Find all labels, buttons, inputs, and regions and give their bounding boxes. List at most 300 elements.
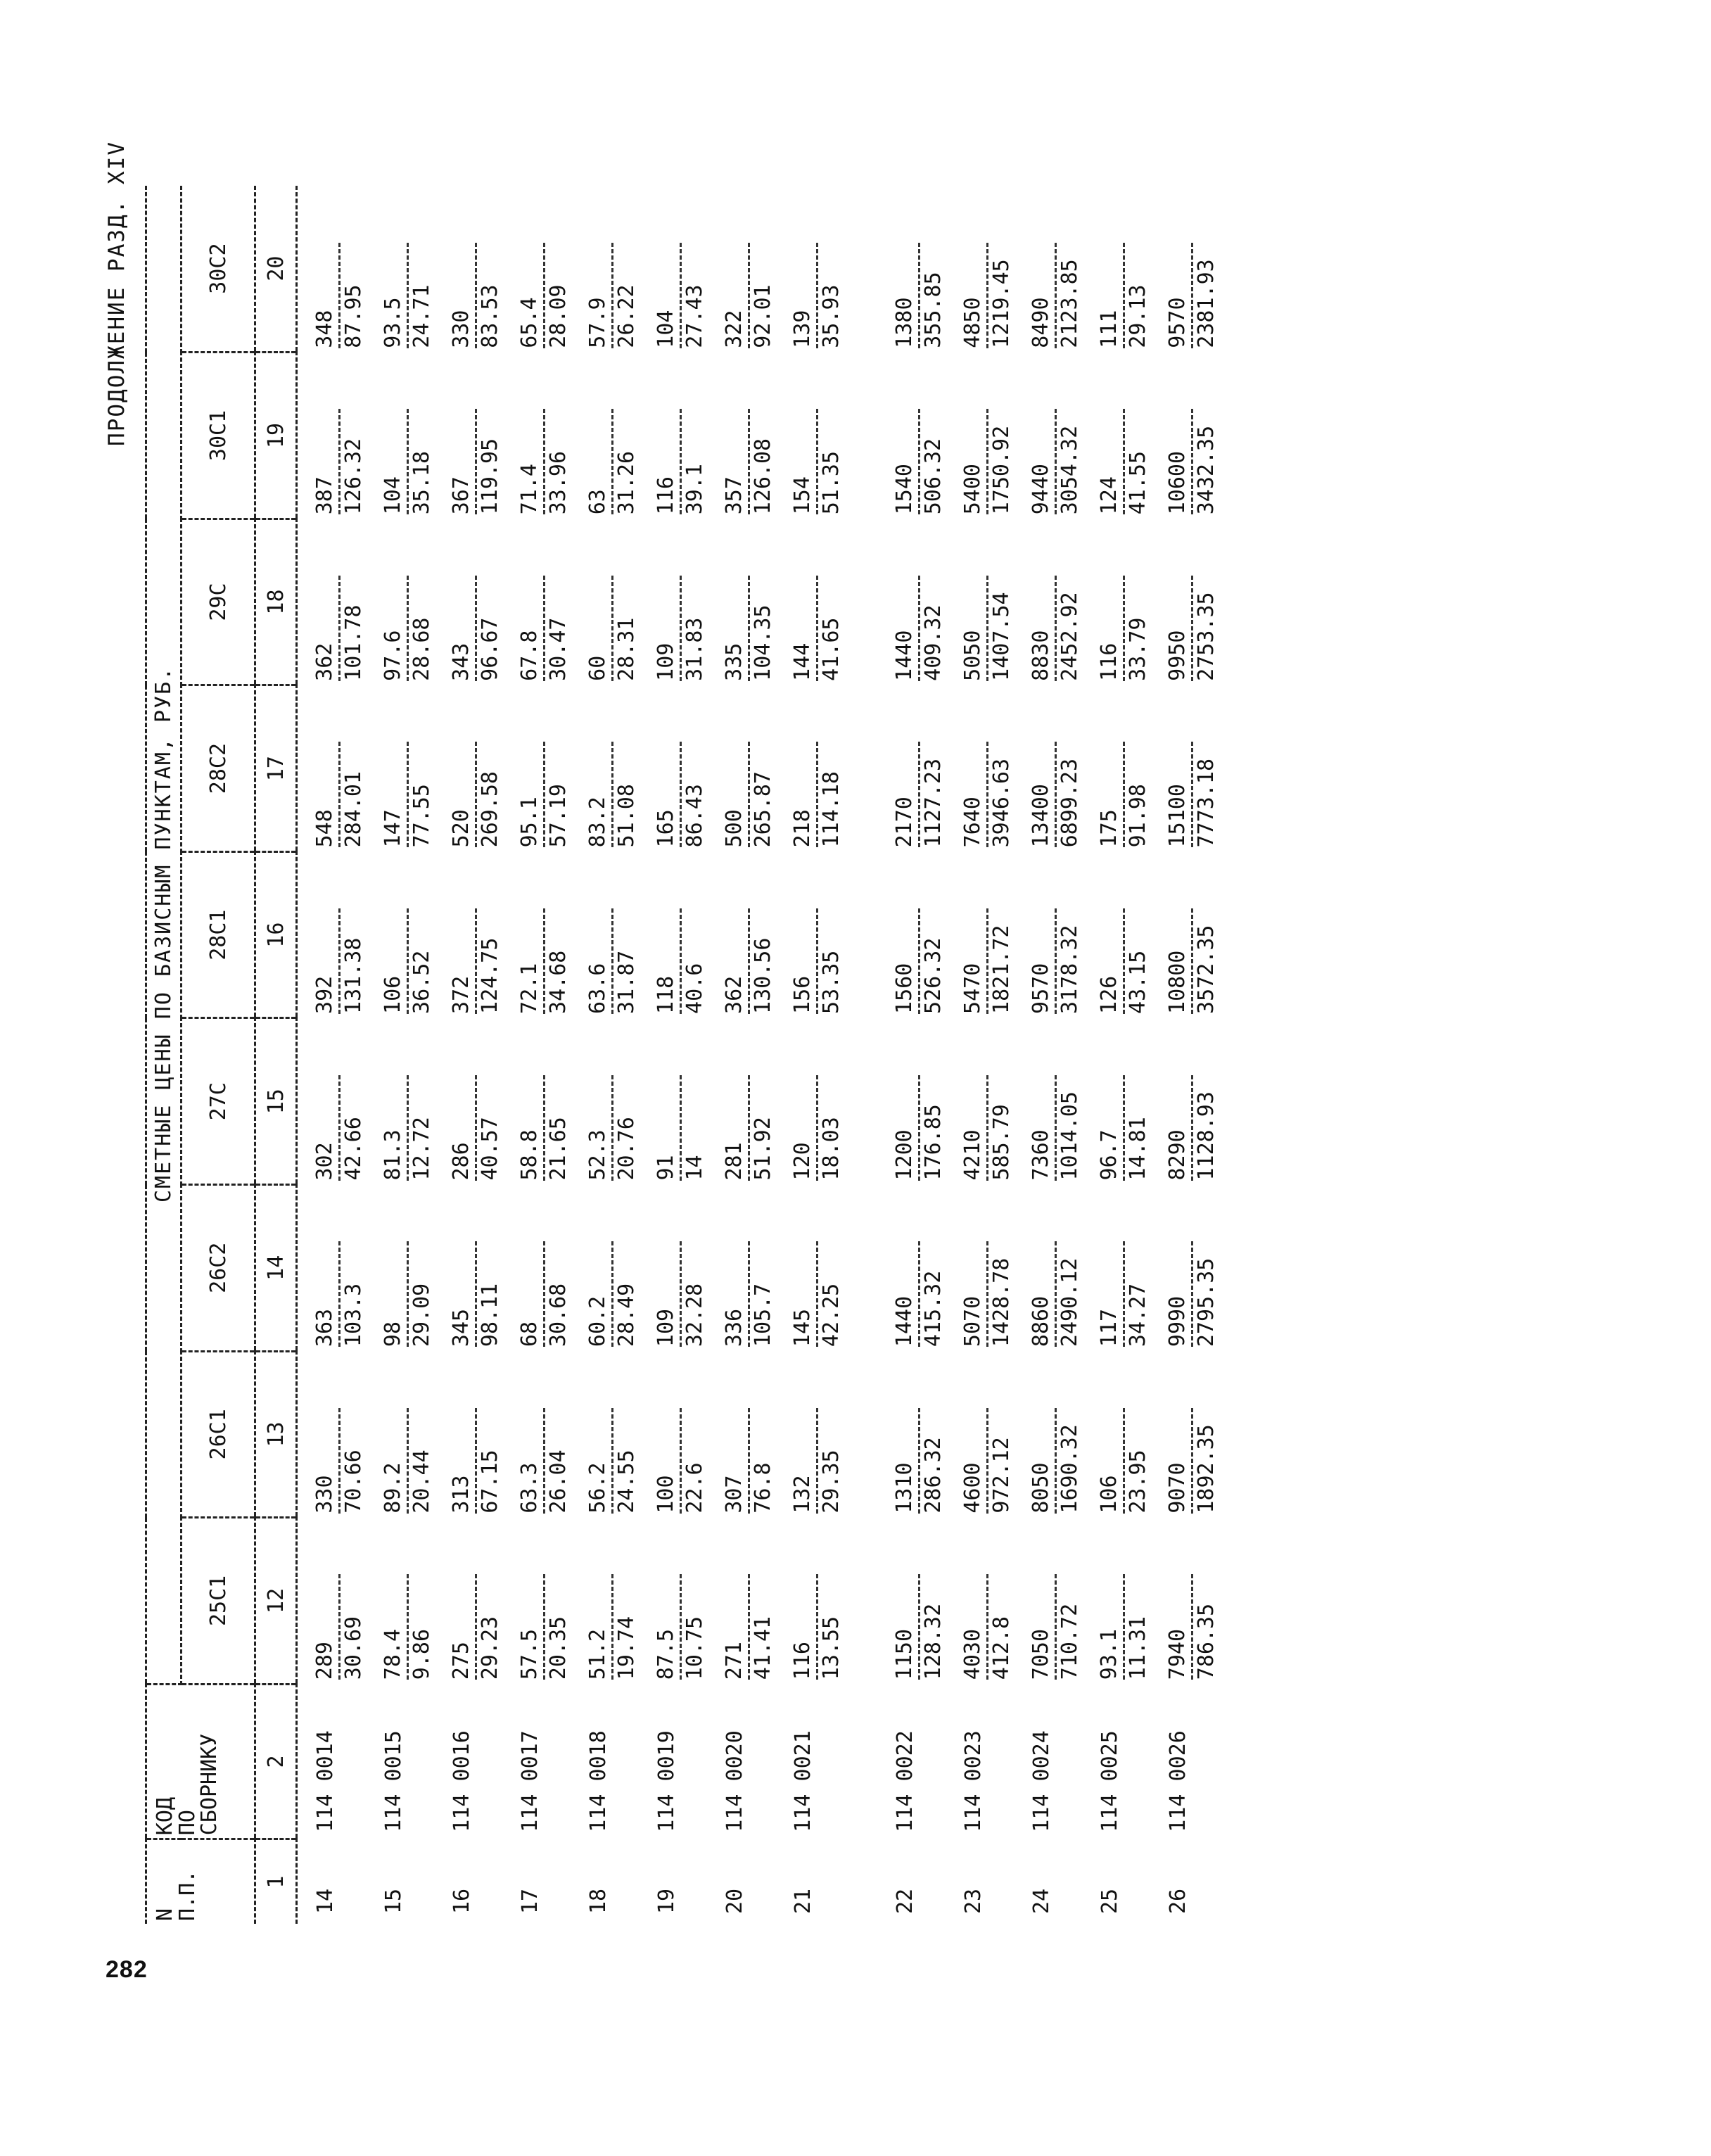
price-fraction	[1029, 576, 1082, 681]
price-difference: 1750.92	[989, 425, 1014, 515]
price-value: 154	[790, 476, 815, 515]
price-fraction	[791, 1241, 844, 1347]
price-value: 8860	[1029, 1295, 1053, 1348]
price-difference: 20.35	[546, 1616, 571, 1680]
fraction-divider	[748, 576, 750, 681]
price-difference: 786.35	[1194, 1603, 1219, 1680]
price-fraction	[723, 409, 775, 514]
price-difference: 1892.35	[1194, 1424, 1219, 1514]
row-code: 114 0018	[586, 1730, 611, 1832]
fraction-divider	[611, 908, 613, 1014]
fraction-divider	[338, 742, 341, 847]
price-fraction	[1029, 1241, 1082, 1347]
price-value: 4030	[960, 1628, 985, 1680]
fraction-divider	[611, 1574, 613, 1680]
price-value: 72.1	[517, 963, 542, 1014]
price-difference: 415.32	[921, 1270, 946, 1348]
row-code: 114 0019	[654, 1730, 679, 1832]
price-fraction	[723, 908, 775, 1014]
price-value: 275	[449, 1642, 473, 1680]
row-number: 14	[313, 1888, 338, 1914]
fraction-divider	[1123, 1408, 1125, 1514]
fraction-divider	[1191, 1075, 1193, 1181]
price-fraction	[1029, 742, 1082, 847]
price-difference: 24.71	[409, 284, 434, 348]
price-fraction	[1029, 243, 1082, 348]
price-value: 52.3	[585, 1129, 610, 1181]
fraction-divider	[407, 243, 409, 348]
price-fraction	[893, 409, 946, 514]
price-value: 7360	[1029, 1129, 1053, 1181]
price-fraction	[586, 1574, 639, 1680]
price-fraction	[961, 1075, 1014, 1181]
fraction-divider	[816, 1241, 818, 1347]
price-fraction	[586, 1075, 639, 1181]
price-fraction	[1098, 1408, 1150, 1514]
price-difference: 1014.05	[1057, 1091, 1082, 1181]
fraction-divider	[1191, 243, 1193, 348]
price-difference: 39.1	[682, 464, 707, 515]
price-cell	[639, 186, 707, 353]
price-fraction	[1029, 409, 1082, 514]
price-fraction	[791, 1075, 844, 1181]
fraction-divider	[407, 742, 409, 847]
fraction-divider	[1055, 409, 1057, 514]
price-difference: 19.74	[614, 1616, 639, 1680]
price-fraction	[1098, 1075, 1150, 1181]
price-cell	[434, 1518, 502, 1685]
price-cell	[434, 851, 502, 1018]
price-fraction	[961, 1241, 1014, 1347]
price-difference: 2123.85	[1057, 259, 1082, 348]
fraction-divider	[611, 742, 613, 847]
price-value: 1310	[892, 1462, 917, 1514]
fraction-divider	[680, 1075, 682, 1181]
price-difference: 2795.35	[1194, 1257, 1219, 1348]
price-difference: 87.95	[341, 284, 366, 348]
fraction-divider	[407, 409, 409, 514]
price-fraction	[654, 1408, 707, 1514]
price-value: 116	[790, 1642, 815, 1680]
price-fraction	[791, 1408, 844, 1514]
price-value: 4850	[960, 297, 985, 348]
price-cell	[502, 1185, 571, 1352]
price-value: 68	[517, 1321, 542, 1348]
price-value: 93.1	[1097, 1628, 1121, 1680]
fraction-divider	[1123, 1574, 1125, 1680]
price-value: 5070	[960, 1295, 985, 1348]
fraction-divider	[1191, 1241, 1193, 1347]
header-col-25с1: 25С1	[182, 1518, 255, 1685]
price-fraction	[518, 742, 571, 847]
price-cell	[1082, 519, 1150, 685]
price-fraction	[654, 243, 707, 348]
price-cell	[707, 1185, 775, 1352]
fraction-divider	[680, 742, 682, 847]
header-col-number: 18	[255, 519, 297, 685]
price-difference: 2490.12	[1057, 1257, 1082, 1348]
price-difference: 29.23	[478, 1616, 502, 1680]
header-price-group: СМЕТНЫЕ ЦЕНЫ ПО БАЗИСНЫМ ПУНКТАМ, РУБ.	[146, 186, 182, 1684]
price-value: 5050	[960, 630, 985, 681]
price-cell	[571, 1018, 639, 1185]
price-difference: 3054.32	[1057, 425, 1082, 515]
header-col-number: 20	[255, 186, 297, 353]
price-difference: 86.43	[682, 784, 707, 848]
price-value: 2170	[892, 797, 917, 848]
fraction-divider	[918, 243, 920, 348]
price-value: 56.2	[585, 1462, 610, 1514]
price-value: 286	[449, 1142, 473, 1181]
price-cell	[946, 1185, 1014, 1352]
price-cell	[366, 1518, 434, 1685]
row-code: 114 0017	[518, 1730, 542, 1832]
price-fraction	[586, 742, 639, 847]
price-fraction	[1166, 1408, 1219, 1514]
price-cell	[775, 851, 844, 1018]
price-value: 336	[722, 1308, 746, 1348]
price-value: 8290	[1165, 1129, 1190, 1181]
price-value: 1440	[892, 1295, 917, 1348]
price-cell	[707, 186, 775, 353]
price-cell	[946, 353, 1014, 519]
price-cell	[946, 1018, 1014, 1185]
price-value: 372	[449, 975, 473, 1014]
table-row	[297, 186, 367, 1924]
fraction-divider	[1123, 1075, 1125, 1181]
price-value: 1150	[892, 1628, 917, 1680]
price-cell	[434, 353, 502, 519]
price-difference: 43.15	[1126, 950, 1150, 1014]
price-cell	[844, 1518, 946, 1685]
fraction-divider	[543, 1075, 545, 1181]
fraction-divider	[338, 1408, 341, 1514]
price-value: 218	[790, 809, 815, 848]
table-row	[1014, 186, 1082, 1924]
price-difference: 29.35	[819, 1450, 844, 1514]
price-cell	[844, 1018, 946, 1185]
price-fraction	[518, 243, 571, 348]
price-fraction	[450, 243, 502, 348]
price-fraction	[381, 1241, 434, 1347]
price-value: 9070	[1165, 1462, 1190, 1514]
price-value: 5470	[960, 963, 985, 1014]
fraction-divider	[918, 1574, 920, 1680]
price-cell	[775, 685, 844, 852]
fraction-divider	[475, 1241, 477, 1347]
price-fraction	[518, 1574, 571, 1680]
price-fraction	[961, 1574, 1014, 1680]
price-value: 548	[312, 809, 337, 848]
table-row	[1082, 186, 1150, 1924]
price-value: 65.4	[517, 297, 542, 348]
price-difference: 128.32	[921, 1603, 946, 1680]
price-value: 96.7	[1097, 1129, 1121, 1181]
price-cell	[571, 851, 639, 1018]
price-difference: 28.68	[409, 617, 434, 681]
price-cell	[639, 685, 707, 852]
fraction-divider	[1123, 576, 1125, 681]
price-difference: 53.35	[819, 950, 844, 1014]
fraction-divider	[918, 409, 920, 514]
price-value: 120	[790, 1142, 815, 1181]
price-value: 313	[449, 1475, 473, 1514]
price-difference: 1428.78	[989, 1257, 1014, 1348]
price-difference: 28.31	[614, 617, 639, 681]
price-fraction	[1166, 908, 1219, 1014]
price-difference: 1128.93	[1194, 1091, 1219, 1181]
price-value: 362	[312, 642, 337, 681]
fraction-divider	[1123, 908, 1125, 1014]
price-difference: 119.95	[478, 438, 502, 515]
price-fraction	[791, 576, 844, 681]
fraction-divider	[543, 1241, 545, 1347]
price-fraction	[1166, 742, 1219, 847]
price-cell	[1014, 851, 1082, 1018]
fraction-divider	[918, 1408, 920, 1514]
price-fraction	[450, 409, 502, 514]
price-value: 9990	[1165, 1295, 1190, 1348]
price-difference: 92.01	[751, 284, 775, 348]
price-difference: 101.78	[341, 604, 366, 681]
fraction-divider	[816, 409, 818, 514]
price-value: 1560	[892, 963, 917, 1014]
price-cell	[844, 1185, 946, 1352]
price-value: 322	[722, 310, 746, 348]
fraction-divider	[1055, 243, 1057, 348]
price-difference: 40.57	[478, 1117, 502, 1181]
fraction-divider	[748, 1241, 750, 1347]
row-number: 16	[450, 1888, 474, 1914]
price-difference: 284.01	[341, 771, 366, 848]
price-fraction	[893, 1075, 946, 1181]
header-col-number: 17	[255, 685, 297, 852]
fraction-divider	[543, 1574, 545, 1680]
price-fraction	[1098, 576, 1150, 681]
price-value: 5400	[960, 464, 985, 515]
price-difference: 36.52	[409, 950, 434, 1014]
price-difference: 126.08	[751, 438, 775, 515]
price-cell	[297, 1518, 367, 1685]
price-cell	[571, 519, 639, 685]
fraction-divider	[816, 1075, 818, 1181]
fraction-divider	[475, 243, 477, 348]
price-value: 147	[381, 809, 405, 848]
fraction-divider	[1191, 742, 1193, 847]
price-fraction	[961, 243, 1014, 348]
row-number: 25	[1098, 1888, 1122, 1914]
price-difference: 124.75	[478, 937, 502, 1014]
fraction-divider	[918, 742, 920, 847]
price-value: 87.5	[654, 1628, 678, 1680]
price-value: 60	[585, 655, 610, 681]
fraction-divider	[475, 1574, 477, 1680]
price-fraction	[518, 1075, 571, 1181]
header-price-columns	[182, 186, 255, 1924]
price-difference: 57.19	[546, 784, 571, 848]
header-col-27с: 27С	[182, 1018, 255, 1185]
price-cell	[366, 353, 434, 519]
price-fraction	[654, 908, 707, 1014]
price-value: 116	[1097, 642, 1121, 681]
price-difference: 9.86	[409, 1628, 434, 1680]
price-fraction	[893, 1574, 946, 1680]
row-code: 114 0025	[1098, 1730, 1122, 1832]
price-cell	[1150, 1018, 1219, 1185]
price-value: 98	[381, 1321, 405, 1348]
price-cell	[366, 685, 434, 852]
price-cell	[434, 1185, 502, 1352]
price-cell	[844, 353, 946, 519]
price-cell	[707, 353, 775, 519]
fraction-divider	[407, 1241, 409, 1347]
header-col-number: 1	[255, 1839, 297, 1924]
price-cell	[297, 851, 367, 1018]
price-fraction	[723, 742, 775, 847]
table-row	[366, 186, 434, 1924]
section-continuation-note: ПРОДОЛЖЕНИЕ РАЗД. XIV	[104, 141, 129, 446]
price-cell	[366, 1351, 434, 1518]
price-cell	[1014, 1185, 1082, 1352]
price-fraction	[893, 576, 946, 681]
price-cell	[707, 851, 775, 1018]
table-row	[434, 186, 502, 1924]
fraction-divider	[1055, 1241, 1057, 1347]
price-difference: 972.12	[989, 1437, 1014, 1514]
price-fraction	[313, 409, 366, 514]
price-cell	[434, 186, 502, 353]
fraction-divider	[611, 243, 613, 348]
fraction-divider	[918, 908, 920, 1014]
fraction-divider	[1191, 1408, 1193, 1514]
price-value: 83.2	[585, 797, 610, 848]
price-difference: 34.27	[1126, 1283, 1150, 1348]
fraction-divider	[986, 742, 988, 847]
price-cell	[1014, 353, 1082, 519]
header-n	[146, 1839, 255, 1924]
header-col-number: 16	[255, 851, 297, 1018]
price-value: 7640	[960, 797, 985, 848]
price-cell	[1150, 1351, 1219, 1518]
price-value: 139	[790, 310, 815, 348]
row-code: 114 0024	[1029, 1730, 1054, 1832]
price-cell	[571, 1351, 639, 1518]
price-difference: 269.58	[478, 771, 502, 848]
price-value: 10800	[1165, 950, 1190, 1014]
row-code: 114 0021	[791, 1730, 815, 1832]
price-fraction	[723, 1075, 775, 1181]
table-row	[502, 186, 571, 1924]
price-fraction	[654, 1574, 707, 1680]
price-fraction	[961, 908, 1014, 1014]
price-fraction	[313, 1574, 366, 1680]
price-difference: 27.43	[682, 284, 707, 348]
row-number: 24	[1029, 1888, 1054, 1914]
price-cell	[946, 851, 1014, 1018]
price-difference: 14.81	[1126, 1117, 1150, 1181]
price-fraction	[518, 576, 571, 681]
price-difference: 23.95	[1126, 1450, 1150, 1514]
price-value: 106	[381, 975, 405, 1014]
price-fraction	[450, 576, 502, 681]
price-cell	[775, 1518, 844, 1685]
fraction-divider	[338, 243, 341, 348]
price-cell	[1014, 519, 1082, 685]
fraction-divider	[543, 1408, 545, 1514]
price-value: 330	[449, 310, 473, 348]
price-value: 7940	[1165, 1628, 1190, 1680]
price-fraction	[791, 1574, 844, 1680]
fraction-divider	[1055, 1574, 1057, 1680]
price-cell	[571, 353, 639, 519]
price-difference: 131.38	[341, 937, 366, 1014]
price-value: 97.6	[381, 630, 405, 681]
fraction-divider	[918, 1075, 920, 1181]
price-difference: 286.32	[921, 1437, 946, 1514]
fraction-divider	[338, 908, 341, 1014]
price-fraction	[961, 409, 1014, 514]
price-cell	[297, 1185, 367, 1352]
price-fraction	[1029, 1408, 1082, 1514]
price-difference: 1821.72	[989, 925, 1014, 1014]
price-value: 500	[722, 809, 746, 848]
price-difference: 77.55	[409, 784, 434, 848]
price-cell	[639, 1018, 707, 1185]
fraction-divider	[611, 409, 613, 514]
price-difference: 33.96	[546, 450, 571, 515]
price-value: 9570	[1165, 297, 1190, 348]
price-cell	[502, 685, 571, 852]
price-value: 281	[722, 1142, 746, 1181]
price-cell	[366, 519, 434, 685]
fraction-divider	[475, 409, 477, 514]
price-fraction	[313, 1241, 366, 1347]
price-value: 165	[654, 809, 678, 848]
price-value: 111	[1097, 310, 1121, 348]
price-difference: 51.35	[819, 450, 844, 515]
price-cell	[1150, 851, 1219, 1018]
price-value: 8490	[1029, 297, 1053, 348]
fraction-divider	[1055, 742, 1057, 847]
fraction-divider	[816, 1408, 818, 1514]
price-value: 343	[449, 642, 473, 681]
price-cell	[1150, 519, 1219, 685]
page-number: 282	[106, 1956, 148, 1983]
price-cell	[297, 1018, 367, 1185]
header-col-number: 14	[255, 1185, 297, 1352]
price-difference: 105.7	[751, 1283, 775, 1348]
fraction-divider	[918, 1241, 920, 1347]
fraction-divider	[986, 409, 988, 514]
price-fraction	[450, 1408, 502, 1514]
price-cell	[1150, 186, 1219, 353]
price-cell	[297, 1351, 367, 1518]
row-number: 26	[1166, 1888, 1190, 1914]
price-fraction	[313, 1075, 366, 1181]
price-difference: 13.55	[819, 1616, 844, 1680]
price-value: 345	[449, 1308, 473, 1348]
price-difference: 20.44	[409, 1450, 434, 1514]
price-value: 91	[654, 1155, 678, 1181]
price-difference: 10.75	[682, 1616, 707, 1680]
price-cell	[639, 519, 707, 685]
price-fraction	[1166, 1075, 1219, 1181]
price-cell	[502, 186, 571, 353]
price-difference: 2452.92	[1057, 592, 1082, 681]
price-value: 100	[654, 1475, 678, 1514]
fraction-divider	[680, 908, 682, 1014]
price-cell	[639, 1518, 707, 1685]
